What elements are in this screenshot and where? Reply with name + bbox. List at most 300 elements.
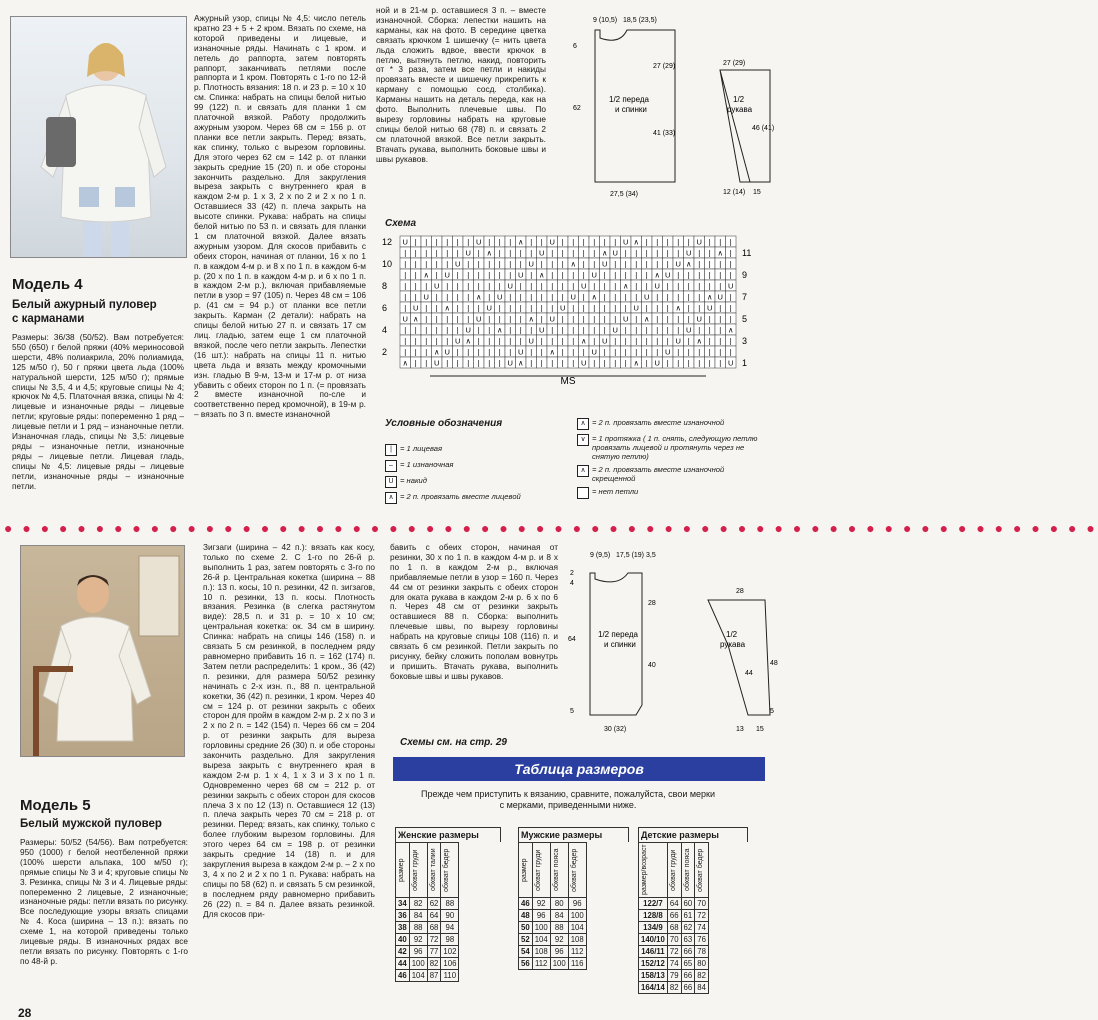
chart-symbol: |: [540, 281, 543, 291]
chart-symbol: ∧: [675, 303, 681, 313]
chart-symbol: U: [539, 248, 545, 258]
model5-sleeve-label: 1/2: [726, 630, 738, 639]
chart-symbol: ∧: [549, 347, 555, 357]
model5-photo-illustration: [21, 546, 184, 756]
svg-text:64: 64: [568, 636, 576, 643]
chart-symbol: |: [404, 248, 407, 258]
model5-title: Модель 5: [20, 797, 91, 814]
chart-symbol: |: [687, 314, 690, 324]
model5-instructions-col2: Зигзаги (ширина – 42 п.): вязать как косу, только по схеме 2. С 1-го по 26-й р. выполнить 1 раз, затем повторять с 3-го по 26-й р. Центральная кокетка (ширина – 88 п.): 13 п. косы, 10 п. резинки, 42 п. зигзагов, 10 п. резинки, 13 п. косы. Плотность вязания. Резинка (в слегка растянутом виде): 28,5 п. и 31 р. = 10 х 10 см; центральная кокетка: ок. 34 см в ширину. Спинка: набрать на спицы 146 (158) п. и связать 5 см резинкой, в последнем ряду равномерно прибавить 16 п. = 162 (174) п. Затем петли распределить: 1 кром., 36 (42) п. резинки, для размера 50/52 резинку начинать с 2-х изн. п., 88 п. центральной кокетки, 36 (42) п. резинки, 1 кром. Через 40 см = 124 р. от резинки закрыть с обеих сторон для пройм в каждом 2-м р. 2 х по 3 и 2 х по 2 п. = 142 (154) п. Через 66 см = 204 р. от резинки закрыть для выреза горловины средние 26 (30) п. и обе стороны закончить раздельно. Для закругления выреза закрыть с внутреннего края в каждом 2-м р. 1 х 4, 1 х 3 и 3 х по 1 п. Одновременно через 68 см = 212 р. от резинки закрыть с обеих сторон для скосов плеча 3 х по 12 (13) п. Оставшиеся 12 (13) п. плеча закрыть через 70 см = 218 р. от резинки. Перед: вязать, как спинку, только с более глубоким вырезом горловины. Для этого через 64 см = 198 р. от резинки закрыть средние 14 (18) п. и для закругления выреза в каждом 2-м р. – 2 х по 3, 4 х по 2 и 2 х по 1 п. Рукава: набрать на спицы по 58 (62) п. и связать 5 см резинкой, в последнем ряду равномерно прибавить 26 (22) п. = 84 п. Далее вязать резинкой. Для скосов при-: [203, 542, 375, 919]
chart-symbol: |: [666, 248, 669, 258]
chart-symbol: |: [540, 303, 543, 313]
chart-symbol: |: [530, 270, 533, 280]
chart-symbol: |: [645, 303, 648, 313]
svg-text:17,5 (19): 17,5 (19): [616, 552, 645, 559]
model5-instructions-col3: бавить с обеих сторон, начиная от резинки, 30 х по 1 п. в каждом 4-м р. и 8 х по 1 п. в каждом 2-м р., включая прибавляемые петли в узор = 160 п. Через 44 см от резинки закрыть с обеих сторон для оката рукава в каждом 2-м р. 6 х по 6 п. Через 48 см от резинки закрыть оставшиеся 88 п. Сборка: выполнить плечевые швы, по вырезу горловины набрать на круговые спицы 108 (116) п. и связать 6 см резинкой. Петли закрыть по рисунку, бейку сложить пополам вовнутрь и пришить. Втачать рукава, выполнить боковые швы и швы рукавов.: [390, 542, 558, 681]
chart-symbol: |: [603, 325, 606, 335]
men-header-2: обхват пояса: [550, 843, 568, 898]
chart-row-number-right: 5: [742, 314, 748, 324]
chart-symbol: |: [425, 259, 428, 269]
chart-symbol: |: [719, 347, 722, 357]
chart-symbol: |: [561, 314, 564, 324]
chart-symbol: |: [551, 325, 554, 335]
chart-symbol: |: [708, 336, 711, 346]
model4-title: Модель 4: [12, 276, 83, 293]
chart-symbol: |: [614, 281, 617, 291]
svg-text:6: 6: [573, 43, 577, 50]
chart-symbol: |: [519, 314, 522, 324]
svg-text:46 (41): 46 (41): [752, 125, 775, 132]
legend-text-purl: = 1 изнаночная: [400, 460, 454, 469]
chart-symbol: |: [719, 270, 722, 280]
legend-left: [385, 444, 565, 508]
table-row: [519, 922, 587, 934]
table-cell: 66: [681, 982, 695, 994]
table-cell: 52: [519, 934, 533, 946]
chart-symbol: |: [530, 281, 533, 291]
chart-symbol: |: [456, 248, 459, 258]
chart-symbol: |: [446, 358, 449, 368]
table-row: [639, 958, 709, 970]
chart-symbol: |: [687, 281, 690, 291]
chart-symbol: |: [719, 314, 722, 324]
legend-item-purl: [385, 460, 565, 472]
chart-symbol: U: [591, 347, 597, 357]
chart-symbol: U: [686, 248, 692, 258]
chart-symbol: |: [404, 259, 407, 269]
table-cell: 90: [441, 910, 459, 922]
table-cell: 88: [550, 922, 568, 934]
table-cell: 74: [695, 922, 709, 934]
chart-symbol: |: [467, 281, 470, 291]
table-cell: 92: [532, 898, 550, 910]
chart-symbol: |: [530, 325, 533, 335]
svg-text:13: 13: [736, 726, 744, 733]
chart-symbol: |: [498, 237, 501, 247]
table-row: [519, 898, 587, 910]
table-row: [639, 970, 709, 982]
table-cell: 128/8: [639, 910, 668, 922]
chart-symbol: |: [572, 325, 575, 335]
chart-symbol: |: [509, 314, 512, 324]
women-header-2: обхват талии: [427, 843, 441, 898]
chart-row-number-right: 9: [742, 270, 748, 280]
chart-symbol: |: [561, 358, 564, 368]
chart-symbol: |: [593, 259, 596, 269]
chart-symbol: ∧: [686, 259, 692, 269]
chart-symbol: |: [477, 259, 480, 269]
chart-symbol: |: [666, 325, 669, 335]
model5-subtitle: Белый мужской пуловер: [20, 818, 162, 830]
chart-symbol: |: [467, 347, 470, 357]
chart-symbol: |: [509, 303, 512, 313]
chart-symbol: |: [719, 325, 722, 335]
table-cell: 46: [519, 898, 533, 910]
chart-symbol: |: [456, 292, 459, 302]
chart-symbol: |: [551, 336, 554, 346]
chart-symbol: |: [635, 248, 638, 258]
legend-text-skp: = 1 протяжка ( 1 п. снять, следующую петлю провязать лицевой и протянуть через не снятую петлю): [592, 434, 758, 461]
chart-symbol: |: [551, 248, 554, 258]
chart-symbol: U: [507, 281, 513, 291]
table-row: [639, 910, 709, 922]
chart-symbol: |: [435, 248, 438, 258]
svg-text:рукава: рукава: [727, 105, 753, 114]
chart-symbol: ∧: [423, 270, 429, 280]
chart-symbol: U: [696, 314, 702, 324]
chart-symbol: |: [708, 358, 711, 368]
size-table-intro: Прежде чем приступить к вязанию, сравните, пожалуйста, свои мерки с мерками, приведенными ниже.: [420, 789, 716, 810]
svg-text:3,5: 3,5: [646, 552, 656, 559]
chart-symbol: |: [498, 281, 501, 291]
chart-symbol: |: [645, 259, 648, 269]
chart-symbol: |: [551, 270, 554, 280]
chart-symbol: |: [624, 248, 627, 258]
chart-row-number-right: 7: [742, 292, 748, 302]
chart-symbol: |: [404, 292, 407, 302]
chart-symbol: U: [402, 237, 408, 247]
chart-symbol: U: [549, 314, 555, 324]
chart-symbol: |: [729, 347, 732, 357]
chart-symbol: ∧: [623, 281, 629, 291]
model4-subtitle-line1: Белый ажурный пуловер: [12, 299, 157, 311]
chart-symbol: U: [728, 281, 734, 291]
chart-symbol: |: [572, 314, 575, 324]
chart-symbol: U: [507, 358, 513, 368]
chart-symbol: |: [708, 237, 711, 247]
legend-symbol-p2tog-tbl: ∧: [577, 465, 589, 477]
model4-sleeve-label: 1/2: [733, 95, 745, 104]
chart-symbol: ∧: [644, 314, 650, 324]
chart-symbol: |: [435, 270, 438, 280]
legend-item-knit: [385, 444, 565, 456]
chart-symbol: |: [414, 281, 417, 291]
chart-symbol: |: [414, 248, 417, 258]
table-cell: 134/9: [639, 922, 668, 934]
chart-symbol: |: [719, 336, 722, 346]
chart-symbol: |: [593, 303, 596, 313]
svg-text:15: 15: [753, 189, 761, 196]
chart-symbol: |: [540, 314, 543, 324]
table-cell: 108: [568, 934, 586, 946]
legend-symbol-no-stitch: [577, 487, 589, 499]
svg-text:44: 44: [745, 670, 753, 677]
chart-symbol: U: [444, 270, 450, 280]
table-row: [396, 970, 459, 982]
chart-symbol: |: [425, 314, 428, 324]
legend-symbol-p2tog: ∧: [577, 418, 589, 430]
chart-symbol: |: [477, 358, 480, 368]
table-row: [519, 934, 587, 946]
chart-symbol: U: [497, 292, 503, 302]
chart-symbol: U: [654, 281, 660, 291]
model5-body-label: 1/2 переда: [598, 630, 638, 639]
table-row: [396, 922, 459, 934]
chart-row-number-right: 11: [742, 248, 752, 258]
model5-pattern-diagram: [560, 545, 780, 735]
chart-symbol: |: [456, 237, 459, 247]
table-cell: 110: [441, 970, 459, 982]
table-cell: 82: [667, 982, 681, 994]
chart-symbol: ∧: [465, 336, 471, 346]
chart-symbol: ∧: [633, 358, 639, 368]
kids-sizes: [638, 827, 748, 994]
table-cell: 152/12: [639, 958, 668, 970]
chart-symbol: |: [666, 303, 669, 313]
table-row: [396, 910, 459, 922]
table-cell: 100: [409, 958, 427, 970]
table-cell: 42: [396, 946, 410, 958]
legend-symbol-yarnover: U: [385, 476, 397, 488]
chart-symbol: |: [624, 270, 627, 280]
chart-symbol: |: [551, 281, 554, 291]
svg-text:12 (14): 12 (14): [723, 189, 746, 196]
chart-symbol: |: [530, 237, 533, 247]
chart-symbol: |: [467, 270, 470, 280]
chart-symbol: |: [698, 292, 701, 302]
table-cell: 77: [427, 946, 441, 958]
chart-symbol: |: [456, 270, 459, 280]
table-row: [396, 934, 459, 946]
chart-symbol: |: [509, 248, 512, 258]
table-cell: 48: [519, 910, 533, 922]
chart-symbol: |: [729, 248, 732, 258]
chart-symbol: |: [635, 292, 638, 302]
svg-text:и спинки: и спинки: [604, 640, 636, 649]
schemes-note: Схемы см. на стр. 29: [400, 737, 507, 748]
chart-symbol: |: [593, 237, 596, 247]
model4-pattern-diagram: [555, 10, 780, 198]
table-cell: 80: [550, 898, 568, 910]
chart-symbol: |: [582, 303, 585, 313]
chart-symbol: |: [425, 281, 428, 291]
chart-symbol: |: [561, 270, 564, 280]
chart-symbol: U: [581, 358, 587, 368]
chart-symbol: |: [561, 237, 564, 247]
model4-photo: [10, 16, 187, 258]
chart-symbol: |: [551, 292, 554, 302]
chart-symbol: |: [582, 237, 585, 247]
chart-symbol: |: [698, 358, 701, 368]
men-sizes: [518, 827, 629, 970]
table-cell: 70: [667, 934, 681, 946]
chart-symbol: |: [519, 292, 522, 302]
chart-symbol: |: [467, 303, 470, 313]
chart-symbol: |: [477, 281, 480, 291]
chart-symbol: |: [530, 303, 533, 313]
chart-symbol: |: [603, 281, 606, 291]
chart-symbol: |: [687, 347, 690, 357]
chart-symbol: |: [509, 259, 512, 269]
chart-symbol: |: [404, 347, 407, 357]
chart-symbol: ∧: [402, 358, 408, 368]
chart-symbol: |: [498, 248, 501, 258]
chart-row-number-right: 3: [742, 336, 748, 346]
chart-symbol: ∧: [570, 259, 576, 269]
chart-symbol: |: [645, 347, 648, 357]
table-cell: 56: [519, 958, 533, 970]
svg-text:5: 5: [570, 708, 574, 715]
chart-symbol: |: [729, 292, 732, 302]
chart-symbol: |: [467, 237, 470, 247]
chart-symbol: |: [498, 259, 501, 269]
chart-symbol: ∧: [518, 237, 524, 247]
table-cell: 62: [681, 922, 695, 934]
chart-symbol: |: [624, 336, 627, 346]
chart-symbol: |: [446, 325, 449, 335]
legend-text-p2tog: = 2 п. провязать вместе изнаночной: [592, 418, 725, 427]
chart-symbol: |: [729, 314, 732, 324]
chart-symbol: |: [561, 292, 564, 302]
svg-text:27,5 (34): 27,5 (34): [610, 191, 639, 198]
chart-symbol: |: [561, 248, 564, 258]
chart-symbol: |: [435, 292, 438, 302]
chart-symbol: U: [434, 281, 440, 291]
chart-symbol: ∧: [696, 336, 702, 346]
table-cell: 112: [532, 958, 550, 970]
chart-symbol: |: [708, 259, 711, 269]
model5-materials-text: Размеры: 50/52 (54/56). Вам потребуется: 950 (1000) г белой неотбеленной пряжи (100% шерсти альпака, 100 м/50 г); прямые спицы № 3 и 4; круговые спицы № 3. Резинка, спицы № 3 и 4. Лицевые ряды: попеременно 2 лицевые, 2 изнаночные; изнаночные ряды: петли вязать по рисунку. Все последующие узоры вязать спицами № 4. Коса (ширина – 13 п.): вязать по схеме 1, на которой приведены только лицевые ряды. В изнаночных рядах все петли вязать по рисунку. Повторять с 1-го по 48-й р.: [20, 837, 188, 966]
chart-symbol: |: [561, 325, 564, 335]
chart-symbol: |: [540, 237, 543, 247]
legend-symbol-purl: –: [385, 460, 397, 472]
chart-row-number-left: 6: [382, 303, 388, 313]
chart-symbol: |: [677, 281, 680, 291]
section-divider: ● ● ● ● ● ● ● ● ● ● ● ● ● ● ● ● ● ● ● ● ● ● ● ● ● ● ● ● ● ● ● ● ● ● ● ● ● ● ● ● ● ● ● ● ● ● ● ● ● ● ● ● ● ● ● ● ● ● ● ●: [4, 520, 1098, 536]
women-header-3: обхват бедер: [441, 843, 459, 898]
chart-symbol: ∧: [717, 248, 723, 258]
legend-symbol-skp: ∨: [577, 434, 589, 446]
chart-symbol: |: [624, 347, 627, 357]
chart-symbol: |: [708, 314, 711, 324]
svg-text:5: 5: [770, 708, 774, 715]
table-cell: 68: [427, 922, 441, 934]
table-cell: 96: [550, 946, 568, 958]
chart-symbol: |: [488, 325, 491, 335]
chart-symbol: |: [677, 314, 680, 324]
chart-symbol: |: [498, 303, 501, 313]
men-header-3: обхват бедер: [568, 843, 586, 898]
table-cell: 82: [409, 898, 427, 910]
table-cell: 40: [396, 934, 410, 946]
chart-symbol: |: [551, 259, 554, 269]
chart-symbol: |: [582, 292, 585, 302]
chart-symbol: |: [645, 281, 648, 291]
chart-symbol: ∧: [413, 314, 419, 324]
chart-symbol: |: [729, 259, 732, 269]
chart-symbol: ∧: [434, 347, 440, 357]
chart-symbol: |: [719, 358, 722, 368]
table-cell: 104: [409, 970, 427, 982]
chart-symbol: ∧: [633, 237, 639, 247]
chart-symbol: |: [404, 336, 407, 346]
svg-text:30 (32): 30 (32): [604, 726, 627, 733]
chart-symbol: |: [719, 237, 722, 247]
kids-header-2: обхват пояса: [681, 843, 695, 898]
women-header-0: размер: [396, 843, 410, 898]
table-cell: 60: [681, 898, 695, 910]
size-table-title: Таблица размеров: [393, 757, 765, 781]
legend-symbol-k2tog: ∧: [385, 492, 397, 504]
chart-symbol: |: [477, 270, 480, 280]
chart-ms-label: MS: [560, 376, 576, 387]
legend-text-p2tog-tbl: = 2 п. провязать вместе изнаночной скрещенной: [592, 465, 725, 483]
chart-symbol: U: [675, 259, 681, 269]
chart-symbol: |: [572, 358, 575, 368]
chart-symbol: |: [635, 347, 638, 357]
table-row: [639, 898, 709, 910]
chart-symbol: |: [729, 237, 732, 247]
chart-symbol: |: [719, 281, 722, 291]
chart-symbol: |: [635, 281, 638, 291]
legend-text-k2tog: = 2 п. провязать вместе лицевой: [400, 492, 521, 501]
table-cell: 65: [681, 958, 695, 970]
chart-symbol: |: [488, 237, 491, 247]
table-row: [639, 982, 709, 994]
chart-symbol: |: [509, 292, 512, 302]
chart-symbol: U: [455, 259, 461, 269]
chart-symbol: |: [456, 314, 459, 324]
chart-symbol: |: [656, 314, 659, 324]
table-cell: 87: [427, 970, 441, 982]
table-cell: 100: [568, 910, 586, 922]
legend-text-no-stitch: = нет петли: [592, 487, 639, 496]
chart-symbol: |: [467, 292, 470, 302]
chart-symbol: U: [633, 303, 639, 313]
legend-text-knit: = 1 лицевая: [400, 444, 443, 453]
chart-symbol: |: [509, 237, 512, 247]
chart-symbol: |: [645, 270, 648, 280]
table-cell: 140/10: [639, 934, 668, 946]
chart-symbol: U: [476, 314, 482, 324]
table-cell: 122/7: [639, 898, 668, 910]
chart-symbol: |: [488, 292, 491, 302]
chart-symbol: |: [677, 248, 680, 258]
chart-symbol: |: [551, 358, 554, 368]
chart-symbol: |: [687, 336, 690, 346]
svg-text:41 (33): 41 (33): [653, 130, 676, 137]
chart-symbol: |: [698, 281, 701, 291]
chart-symbol: |: [425, 347, 428, 357]
chart-symbol: ∧: [728, 325, 734, 335]
chart-symbol: |: [498, 358, 501, 368]
chart-symbol: ∧: [591, 292, 597, 302]
chart-row-number-left: 4: [382, 325, 388, 335]
chart-symbol: |: [425, 336, 428, 346]
chart-symbol: |: [446, 336, 449, 346]
chart-symbol: |: [677, 347, 680, 357]
knitting-chart: [378, 232, 768, 402]
chart-symbol: ∧: [528, 314, 534, 324]
table-cell: 64: [427, 910, 441, 922]
chart-symbol: |: [582, 347, 585, 357]
chart-row-number-left: 8: [382, 281, 388, 291]
chart-symbol: |: [435, 259, 438, 269]
legend-item-p2tog-tbl: [577, 465, 767, 483]
chart-symbol: |: [509, 336, 512, 346]
chart-symbol: |: [488, 336, 491, 346]
chart-symbol: |: [498, 270, 501, 280]
chart-symbol: U: [413, 303, 419, 313]
chart-symbol: |: [435, 303, 438, 313]
chart-symbol: ∧: [602, 248, 608, 258]
chart-symbol: |: [708, 325, 711, 335]
chart-symbol: U: [675, 336, 681, 346]
kids-header-3: обхват бедер: [695, 843, 709, 898]
chart-symbol: U: [528, 259, 534, 269]
svg-text:27 (29): 27 (29): [723, 60, 746, 67]
chart-symbol: |: [425, 325, 428, 335]
